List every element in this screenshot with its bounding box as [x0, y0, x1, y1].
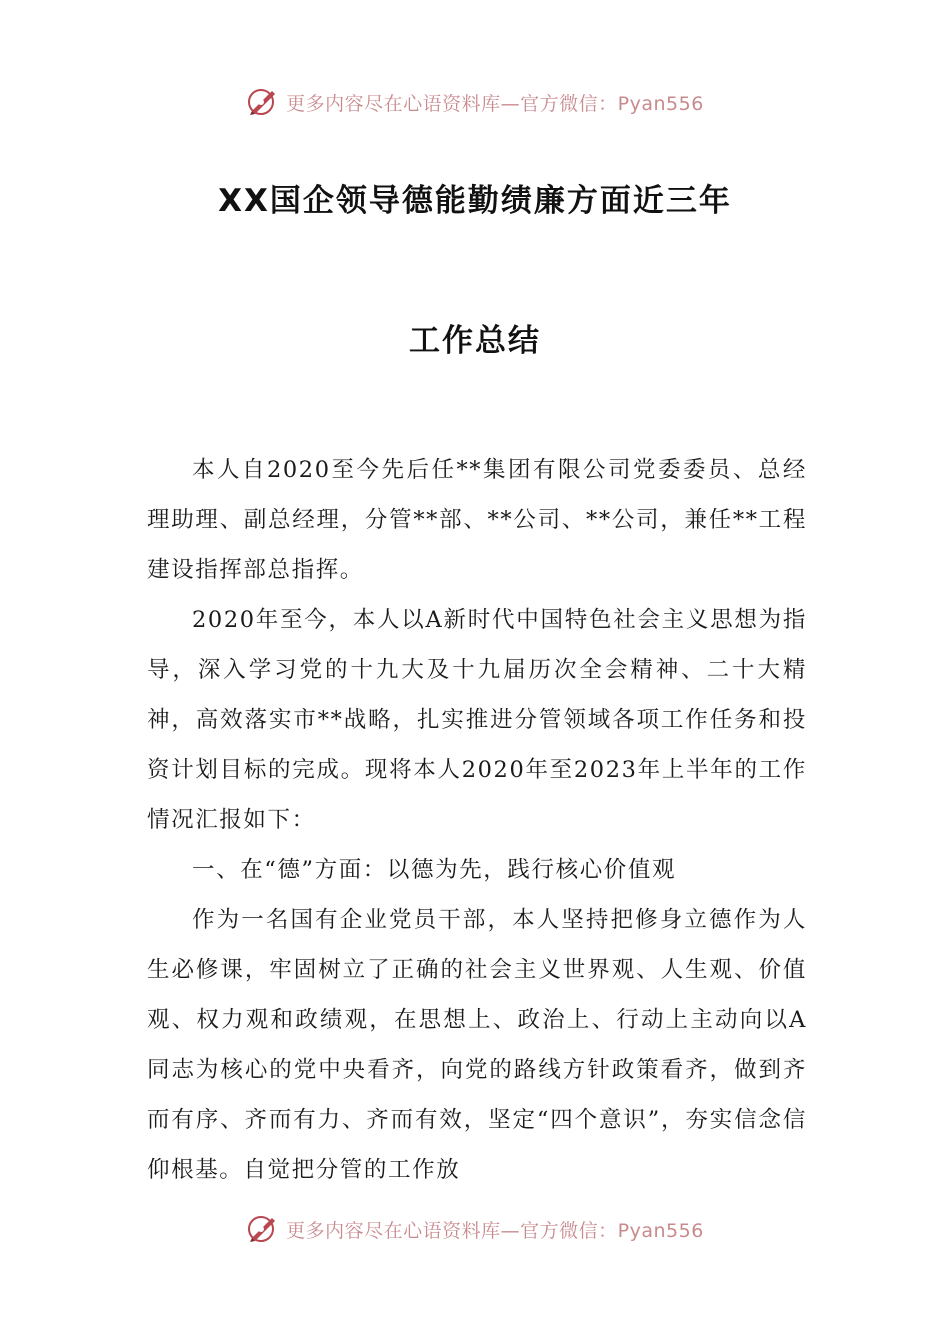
pen-logo-icon	[246, 1212, 280, 1246]
watermark-text: 更多内容尽在心语资料库—官方微信：Pyan556	[286, 92, 704, 115]
paragraph-intro: 本人自2020至今先后任**集团有限公司党委委员、总经理助理、副总经理，分管**部、**公司、**公司，兼任**工程建设指挥部总指挥。	[147, 457, 807, 583]
watermark-header	[0, 82, 950, 122]
watermark-text: 更多内容尽在心语资料库—官方微信：Pyan556	[286, 1219, 704, 1242]
document-title-line-2: 工作总结	[409, 323, 541, 359]
section-heading-de: 一、在“德”方面：以德为先，践行核心价值观	[192, 857, 677, 883]
watermark-footer	[0, 1209, 950, 1249]
pen-logo-icon	[246, 85, 280, 119]
paragraph-overview: 2020年至今，本人以A新时代中国特色社会主义思想为指导，深入学习党的十九大及十九届历次全会精神、二十大精神，高效落实市**战略，扎实推进分管领域各项工作任务和投资计划目标的完成。现将本人2020年至2023年上半年的工作情况汇报如下：	[147, 607, 807, 833]
document-title-line-1: XX国企领导德能勤绩廉方面近三年	[218, 183, 732, 219]
document-body	[147, 445, 807, 1195]
paragraph-de-content: 作为一名国有企业党员干部，本人坚持把修身立德作为人生必修课，牢固树立了正确的社会主义世界观、人生观、价值观、权力观和政绩观，在思想上、政治上、行动上主动向以A同志为核心的党中央看齐，向党的路线方针政策看齐，做到齐而有序、齐而有力、齐而有效，坚定“四个意识”，夯实信念信仰根基。自觉把分管的工作放	[147, 907, 807, 1183]
